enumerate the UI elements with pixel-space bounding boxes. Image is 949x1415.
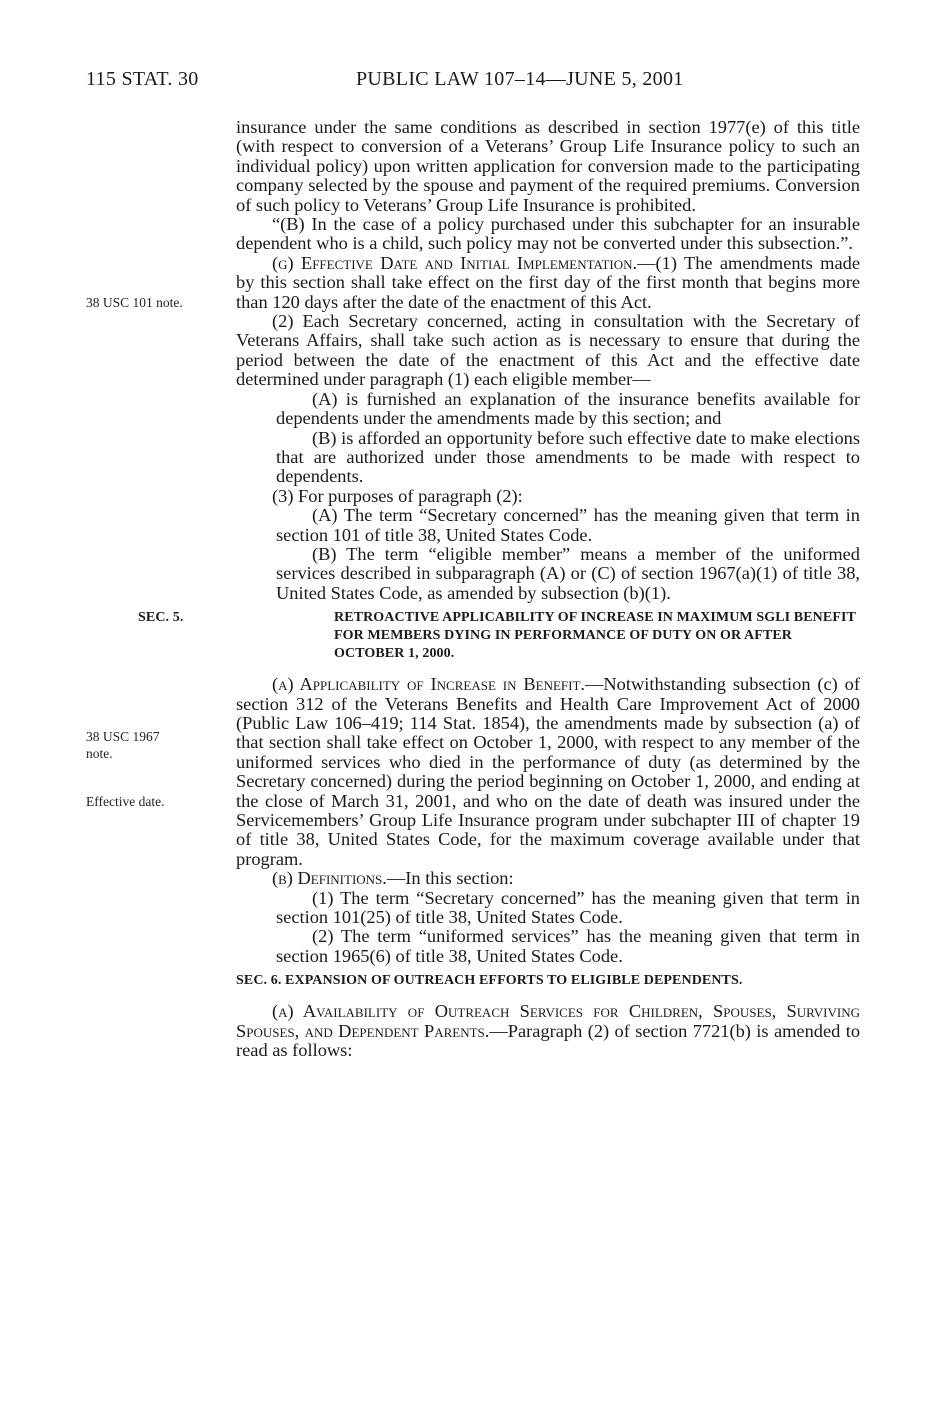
margin-note-effective-date: Effective date.	[86, 794, 165, 809]
page-stat-number: 115 STAT. 30	[86, 68, 199, 90]
margin-note-line: 38 USC 1967	[86, 729, 160, 744]
section-6-heading	[236, 972, 860, 990]
margin-note-line: note.	[86, 746, 113, 761]
section-5-label: SEC. 5.	[138, 610, 184, 626]
section-5-subsection-b-heading: (b) Definitions.	[272, 868, 387, 889]
subsection-g-heading: (g) Effective Date and Initial Implementation.	[272, 252, 638, 273]
margin-note-38-usc-1967	[86, 728, 216, 762]
paragraph-g3: (3) For purposes of paragraph (2):	[272, 485, 523, 506]
section-5-heading	[138, 609, 860, 663]
paragraph-B-child-policy: “(B) In the case of a policy purchased under this subchapter for an insurable dependent who is a child, such policy may not be converted under this subsection.”.	[236, 214, 860, 254]
section-6-subsection-a-text: —Paragraph (2) of section 7721(b) is amended to read as follows:	[236, 1020, 861, 1061]
section-6-label: SEC. 6.	[236, 973, 282, 989]
body-text	[138, 117, 861, 1061]
section-6-title: EXPANSION OF OUTREACH EFFORTS TO ELIGIBLE DEPENDENTS.	[285, 973, 743, 989]
section-5-subsection-b-text: —In this section:	[386, 868, 514, 889]
subsection-g-text: —(1) The amendments made by this section shall take effect on the first day of the first month that begins more than 120 days after the date of the enactment of this Act.	[236, 252, 861, 312]
section-5-paragraph-b1: (1) The term “Secretary concerned” has the meaning given that term in section 101(25) of title 38, United States Code.	[276, 887, 860, 928]
subparagraph-g3B: (B) The term “eligible member” means a member of the uniformed services described in subparagraph (A) or (C) of section 1967(a)(1) of title 38, United States Code, as amended by subsection (b)(1).	[276, 543, 860, 603]
section-5-subsection-a-heading: (a) Applicability of Increase in Benefit.	[272, 674, 585, 695]
subparagraph-g2B: (B) is afforded an opportunity before such effective date to make elections that are authorized under those amendments to be made with respect to dependents.	[276, 427, 860, 487]
subparagraph-g2A: (A) is furnished an explanation of the insurance benefits available for dependents under the amendments made by this section; and	[276, 388, 860, 429]
paragraph-g2: (2) Each Secretary concerned, acting in consultation with the Secretary of Veterans Affairs, shall take such action as is necessary to ensure that during the period between the date of the enactment of this Act and the effective date determined under paragraph (1) each eligible member—	[236, 311, 860, 390]
subparagraph-g3A: (A) The term “Secretary concerned” has the meaning given that term in section 101 of title 38, United States Code.	[276, 505, 860, 545]
margin-note-38-usc-101: 38 USC 101 note.	[86, 295, 183, 310]
section-5-subsection-a	[236, 675, 860, 869]
running-title: PUBLIC LAW 107–14—JUNE 5, 2001	[356, 68, 684, 90]
section-5-subsection-b	[236, 869, 860, 888]
running-header	[86, 68, 856, 98]
section-5-title: RETROACTIVE APPLICABILITY OF INCREASE IN MAXIMUM SGLI BENEFIT FOR MEMBERS DYING IN PERFORMANCE OF DUTY ON OR AFTER OCTOBER 1, 2000.	[334, 610, 856, 662]
section-5-subsection-a-text: —Notwithstanding subsection (c) of section 312 of the Veterans Benefits and Health Care Improvement Act of 2000 (Public Law 106–419; 114 Stat. 1854), the amendments made by subsection (a) of that section shall take effect on October 1, 2000, with respect to any member of the uniformed services who died in the performance of duty (as determined by the Secretary concerned) during the period beginning on October 1, 2000, and ending at the close of March 31, 2001, and who on the date of death was insured under the Servicemembers’ Group Life Insurance program under subchapter III of chapter 19 of title 38, United States Code, for the maximum coverage available under that program.	[236, 674, 860, 869]
section-5-paragraph-b2: (2) The term “uniformed services” has the meaning given that term in section 1965(6) of title 38, United States Code.	[276, 926, 860, 966]
section-6-subsection-a	[236, 1002, 860, 1060]
section-6-subsection-a-heading: (a) Availability of Outreach Services for Children, Spouses, Surviving Spouses, and Dependent Parents.	[236, 1001, 860, 1041]
paragraph-continuation: insurance under the same conditions as described in section 1977(e) of this title (with respect to conversion of a Veterans’ Group Life Insurance policy to such an individual policy) upon written application for conversion made to the participating company selected by the spouse and payment of the required premiums. Conversion of such policy to Veterans’ Group Life Insurance is prohibited.	[236, 117, 860, 215]
subsection-g	[236, 254, 860, 312]
